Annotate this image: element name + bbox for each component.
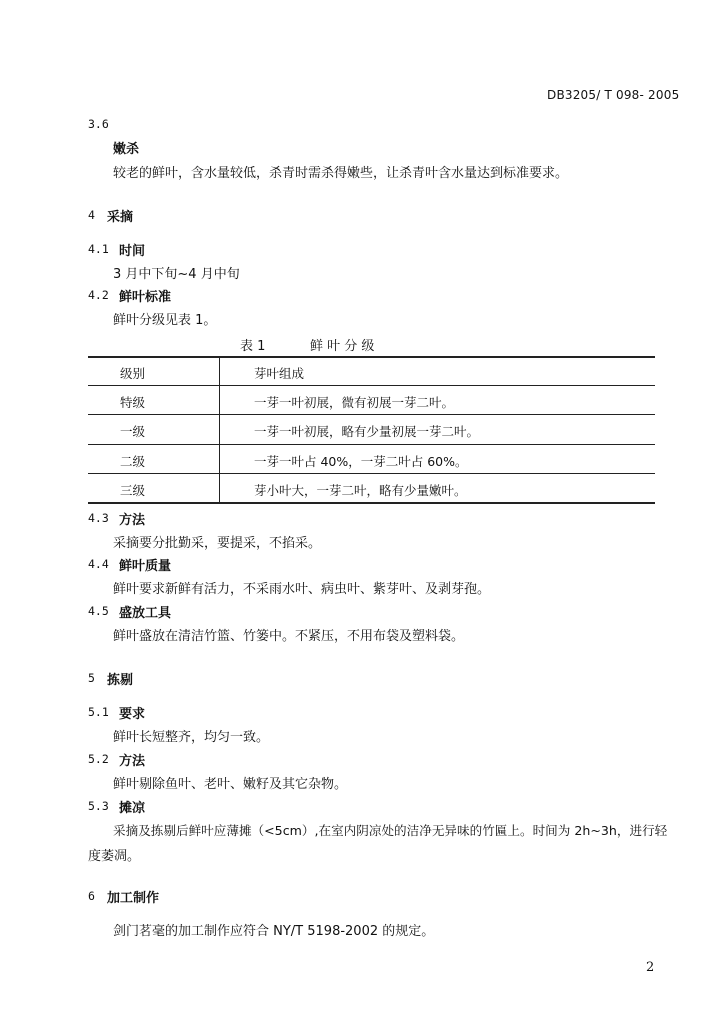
table-row-grade: 二级 <box>120 454 146 469</box>
table-row-grade: 三级 <box>120 483 146 498</box>
section-4-5-title: 盛放工具 <box>119 606 172 621</box>
section-5-3-number: 5.3 <box>88 799 109 813</box>
table-row-rule <box>88 414 655 415</box>
table-row-grade: 特级 <box>120 395 146 410</box>
section-6-body: 剑门茗毫的加工制作应符合 NY/T 5198-2002 的规定。 <box>113 924 435 939</box>
section-3-6-body: 较老的鲜叶，含水量较低，杀青时需杀得嫩些，让杀青叶含水量达到标准要求。 <box>113 166 569 181</box>
section-4-5-body: 鲜叶盛放在清洁竹篮、竹篓中。不紧压，不用布袋及塑料袋。 <box>113 629 465 644</box>
section-4-1-title: 时间 <box>119 244 146 259</box>
page-number: 2 <box>646 960 655 975</box>
table-row-composition: 一芽一叶初展，略有少量初展一芽二叶。 <box>254 424 480 439</box>
table-caption-title: 鲜 叶 分 级 <box>310 339 375 354</box>
table-row-composition: 一芽一叶初展，微有初展一芽二叶。 <box>254 395 455 410</box>
table-header-rule <box>88 385 655 386</box>
section-6-title: 加工制作 <box>107 891 160 906</box>
table-row-composition: 一芽一叶占 40%，一芽二叶占 60%。 <box>254 454 468 469</box>
table-top-rule <box>88 356 655 358</box>
section-3-6-number: 3.6 <box>88 117 109 131</box>
section-5-1-number: 5.1 <box>88 705 109 719</box>
table-row-rule <box>88 473 655 474</box>
section-5-3-body-line-2: 度萎凋。 <box>88 849 141 864</box>
section-5-3-body-line-1: 采摘及拣剔后鲜叶应薄摊（<5cm）,在室内阴凉处的洁净无异味的竹匾上。时间为 2h~3h，进行轻 <box>113 823 668 838</box>
table-column-divider <box>219 356 220 503</box>
section-4-5-number: 4.5 <box>88 604 109 618</box>
table-row-grade: 一级 <box>120 424 146 439</box>
section-5-number: 5 <box>88 671 95 685</box>
section-4-2-title: 鲜叶标准 <box>119 290 172 305</box>
section-4-4-body: 鲜叶要求新鲜有活力，不采雨水叶、病虫叶、紫芽叶、及剥芽孢。 <box>113 582 491 597</box>
section-5-1-body: 鲜叶长短整齐，均匀一致。 <box>113 730 270 745</box>
section-6-number: 6 <box>88 889 95 903</box>
section-4-title: 采摘 <box>107 210 134 225</box>
section-5-2-number: 5.2 <box>88 752 109 766</box>
section-4-3-title: 方法 <box>119 513 146 528</box>
table-row-composition: 芽小叶大，一芽二叶，略有少量嫩叶。 <box>254 483 467 498</box>
section-4-2-number: 4.2 <box>88 288 109 302</box>
section-5-2-body: 鲜叶剔除鱼叶、老叶、嫩籽及其它杂物。 <box>113 777 348 792</box>
section-4-1-number: 4.1 <box>88 242 109 256</box>
table-header-grade: 级别 <box>120 366 146 381</box>
section-5-1-title: 要求 <box>119 707 146 722</box>
section-5-title: 拣剔 <box>107 673 134 688</box>
section-5-3-title: 摊凉 <box>119 801 146 816</box>
section-4-3-number: 4.3 <box>88 511 109 525</box>
section-3-6-title: 嫩杀 <box>113 142 140 157</box>
section-4-2-body: 鲜叶分级见表 1。 <box>113 313 217 328</box>
section-4-3-body: 采摘要分批勤采，要提采，不掐采。 <box>113 536 322 551</box>
section-4-number: 4 <box>88 208 95 222</box>
section-5-2-title: 方法 <box>119 754 146 769</box>
table-row-rule <box>88 444 655 445</box>
section-4-1-body: 3 月中下旬~4 月中旬 <box>113 267 240 282</box>
document-code: DB3205/ T 098- 2005 <box>547 88 680 102</box>
section-4-4-number: 4.4 <box>88 557 109 571</box>
section-4-4-title: 鲜叶质量 <box>119 559 172 574</box>
table-bottom-rule <box>88 502 655 504</box>
table-header-composition: 芽叶组成 <box>254 366 305 381</box>
table-caption-number: 表 1 <box>240 339 266 354</box>
